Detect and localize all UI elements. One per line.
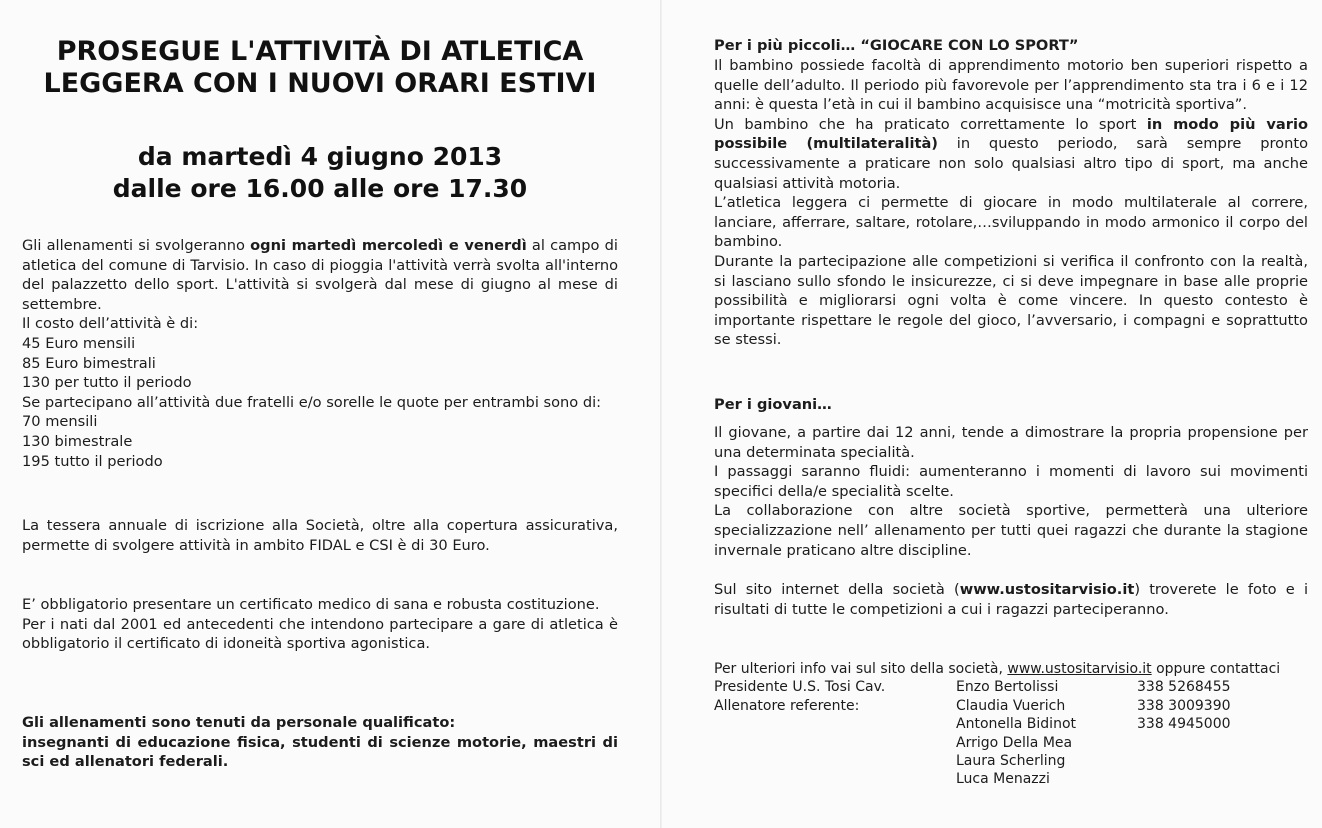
staff-section (22, 713, 618, 772)
cost-item: 85 Euro bimestrali (22, 354, 156, 372)
staff-heading: Gli allenamenti sono tenuti da personale qualificato: (22, 714, 456, 731)
date-block (22, 141, 618, 205)
contact-phone: 338 4945000 (1137, 716, 1231, 733)
contacts-section (714, 660, 1308, 794)
contact-name: Antonella Bidinot (956, 716, 1076, 733)
website-section (714, 580, 1308, 619)
website-paragraph (714, 580, 1308, 619)
kids-paragraph (714, 115, 1308, 193)
medical-section (22, 595, 618, 654)
role-president: Presidente U.S. Tosi Cav. (714, 679, 886, 696)
siblings-item: 130 bimestrale (22, 432, 133, 450)
intro-post: al campo di atletica del comune di Tarvisio. In caso di pioggia l'attività verrà svolta all'interno del palazzetto dello sport. L'attività si svolgerà dal mese di giugno al mese di settembre. (22, 237, 618, 313)
info-pre: Per ulteriori info vai sul sito della società, (714, 661, 1008, 677)
contact-name: Enzo Bertolissi (956, 679, 1059, 696)
title-line-2: LEGGERA CON I NUOVI ORARI ESTIVI (43, 68, 597, 99)
website-url: www.ustositarvisio.it (959, 581, 1135, 598)
siblings-item: 70 mensili (22, 413, 98, 431)
contact-name: Arrigo Della Mea (956, 734, 1073, 751)
kids-heading: Per i più piccoli… “GIOCARE CON LO SPORT” (714, 37, 1079, 54)
youth-body (714, 423, 1308, 560)
kids-paragraph: L’atletica leggera ci permette di giocare in modo multilaterale al correre, lanciare, afferrare, saltare, rotolare,…sviluppando in modo armonico il corpo del bambino. (714, 194, 1308, 251)
intro-pre: Gli allenamenti si svolgeranno (22, 237, 251, 254)
youth-paragraph: La collaborazione con altre società sportive, permetterà una ulteriore specializzazione nell’ allenamento per tutti quei ragazzi che durante la stagione invernale praticano altre discipline. (714, 502, 1308, 559)
title-line-1: PROSEGUE L'ATTIVITÀ DI ATLETICA (56, 36, 584, 67)
contact-name: Laura Scherling (956, 753, 1066, 769)
time-line: dalle ore 16.00 alle ore 17.30 (112, 174, 528, 203)
info-post: oppure contattaci (1151, 661, 1281, 677)
siblings-item: 195 tutto il periodo (22, 452, 163, 470)
contact-name: Luca Menazzi (956, 771, 1050, 788)
kids-paragraph: Durante la partecipazione alle competizioni si verifica il confronto con la realtà, si lasciano sullo sfondo le insicurezze, ci si deve impegnare in base alle proprie possibilità e migliorarsi ogni volta è come vincere. In questo contesto è importante rispettare le regole del gioco, l’avversario, i compagni e soprattutto se stessi. (714, 252, 1308, 349)
medical-agonistic-paragraph: Per i nati dal 2001 ed antecedenti che intendono partecipare a gare di atletica è obbligatorio il certificato di idoneità sportiva agonistica. (22, 615, 618, 653)
membership-paragraph: La tessera annuale di iscrizione alla Società, oltre alla copertura assicurativa, permette di svolgere attività in ambito FIDAL e CSI è di 30 Euro. (22, 517, 618, 554)
intro-paragraph (22, 236, 618, 314)
youth-paragraph: I passaggi saranno fluidi: aumenteranno i momenti di lavoro sui movimenti specifici della/e specialità scelte. (714, 463, 1308, 500)
role-coach: Allenatore referente: (714, 697, 860, 714)
kids-p2-bold: in modo più vario possibile (multilateralità) (714, 115, 1308, 153)
info-paragraph (714, 660, 1308, 678)
contact-name: Claudia Vuerich (956, 697, 1066, 714)
web-post: ) troverete le foto e i risultati di tutte le competizioni a cui i ragazzi parteciperanno. (714, 581, 1308, 618)
intro-days: ogni martedì mercoledì e venerdì (250, 237, 527, 254)
website-link[interactable]: www.ustositarvisio.it (1007, 661, 1152, 677)
contact-phone: 338 5268455 (1137, 679, 1231, 696)
main-title (22, 36, 618, 100)
staff-description: insegnanti di educazione fisica, studenti di scienze motorie, maestri di sci ed allenatori federali. (22, 733, 618, 771)
youth-paragraph: Il giovane, a partire dai 12 anni, tende a dimostrare la propria propensione per una determinata specialità. (714, 424, 1308, 461)
kids-p2-pre: Un bambino che ha praticato correttamente lo sport (714, 115, 1147, 133)
schedule-section (22, 236, 618, 471)
kids-paragraph: Il bambino possiede facoltà di apprendimento motorio ben superiori rispetto a quelle dell’adulto. Il periodo più favorevole per l’apprendimento sta tra i 6 e i 12 anni: è questa l’età in cui il bambino acquisisce una “motricità sportiva”. (714, 57, 1308, 114)
kids-section (714, 36, 1308, 350)
medical-paragraph: E’ obbligatorio presentare un certificato medico di sana e robusta costituzione. (22, 596, 600, 613)
date-line: da martedì 4 giugno 2013 (137, 142, 503, 171)
web-pre: Sul sito internet della società ( (714, 581, 960, 598)
cost-item: 130 per tutto il periodo (22, 374, 192, 392)
page-fold (660, 0, 662, 828)
youth-heading: Per i giovani… (714, 396, 832, 413)
youth-section (714, 395, 1308, 415)
membership-section (22, 516, 618, 555)
cost-label: Il costo dell’attività è di: (22, 315, 199, 333)
kids-p2-post: in questo periodo, sarà sempre pronto successivamente a praticare non solo qualsiasi altro tipo di sport, ma anche qualsiasi attività motoria. (714, 135, 1309, 192)
contacts-table (714, 678, 1308, 794)
contact-phone: 338 3009390 (1137, 697, 1231, 714)
siblings-text: Se partecipano all’attività due fratelli e/o sorelle le quote per entrambi sono di: (22, 393, 602, 411)
cost-item: 45 Euro mensili (22, 334, 136, 352)
